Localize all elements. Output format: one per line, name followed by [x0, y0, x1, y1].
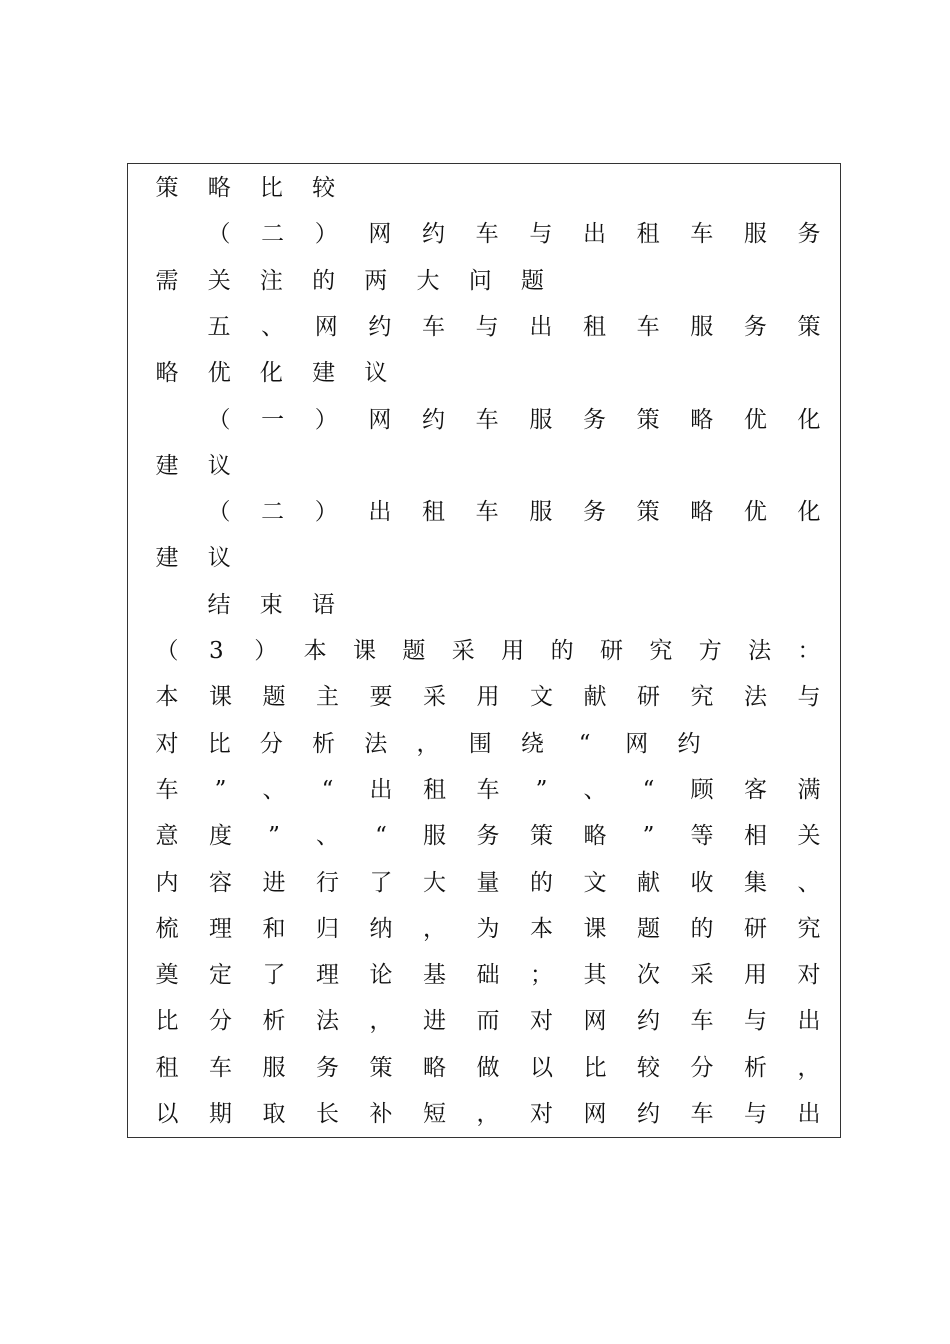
text-char: 相: [744, 823, 767, 850]
text-char: 车: [475, 406, 499, 433]
text-char: 做: [476, 1054, 500, 1081]
text-char: 语: [311, 591, 335, 618]
text-char: 出: [797, 1101, 821, 1127]
text-char: 优: [743, 406, 767, 433]
text-char: 题: [262, 684, 286, 711]
text-char: 五: [207, 313, 231, 340]
text-char: 与: [797, 684, 821, 711]
text-char: 大: [416, 267, 440, 294]
text-char: ”: [535, 776, 548, 803]
text-char: 对: [530, 1008, 553, 1035]
text-char: 法: [748, 638, 772, 664]
text-char: 意: [155, 823, 179, 850]
text-char: 策: [636, 499, 660, 526]
text-char: 问: [468, 267, 492, 294]
text-char: 围: [468, 730, 492, 757]
text-char: 、: [262, 776, 286, 803]
text-char: 为: [476, 915, 500, 942]
text-char: 租: [582, 313, 606, 340]
text-char: 出: [368, 499, 392, 526]
text-char: 奠: [155, 962, 179, 989]
text-char: 略: [155, 360, 179, 387]
text-char: 采: [423, 684, 446, 711]
text-char: 题: [520, 267, 544, 294]
text-char: ；: [530, 962, 553, 989]
text-char: 文: [530, 684, 553, 711]
text-char: 以: [155, 1101, 179, 1127]
text-char: 的: [690, 915, 714, 942]
document-frame: [127, 163, 841, 1138]
text-char: 题: [402, 638, 426, 664]
text-char: 论: [369, 962, 393, 989]
text-char: 策: [530, 823, 553, 850]
text-char: 车: [155, 776, 179, 803]
text-char: 用: [501, 638, 525, 664]
text-char: 究: [690, 684, 714, 711]
text-char: 本: [303, 638, 327, 664]
text-char: 课: [209, 684, 232, 711]
text-char: 与: [744, 1008, 767, 1035]
text-char: ，: [416, 730, 440, 757]
text-char: 车: [475, 499, 499, 526]
text-char: “: [578, 730, 591, 757]
text-char: 以: [530, 1054, 553, 1081]
text-char: 研: [599, 638, 623, 664]
text-char: ”: [268, 823, 280, 850]
text-char: 策: [369, 1054, 393, 1081]
text-char: 比: [259, 175, 283, 201]
text-char: 建: [312, 360, 336, 387]
text-char: 础: [476, 962, 500, 989]
text-char: 租: [155, 1054, 179, 1081]
text-char: 的: [550, 638, 574, 664]
text-char: 题: [637, 915, 660, 942]
text-char: 租: [422, 499, 446, 526]
text-char: 建: [155, 545, 179, 572]
text-char: 析: [744, 1054, 767, 1081]
text-char: 对: [155, 730, 179, 757]
text-char: 化: [797, 499, 821, 526]
text-char: （: [155, 638, 179, 664]
text-char: “: [642, 776, 655, 803]
text-char: 究: [797, 915, 821, 942]
text-char: 采: [451, 638, 475, 664]
text-char: 约: [368, 313, 392, 340]
text-char: 较: [312, 175, 336, 201]
text-char: 了: [369, 869, 393, 896]
text-char: ）: [314, 499, 338, 526]
text-char: 理: [316, 962, 339, 989]
text-char: ”: [214, 776, 227, 803]
text-char: 的: [312, 267, 336, 294]
text-char: 结: [207, 591, 231, 618]
text-char: 网: [583, 1008, 607, 1035]
text-char: 服: [529, 499, 553, 526]
text-char: 租: [636, 221, 660, 248]
text-char: 大: [423, 869, 446, 896]
text-char: 注: [259, 267, 283, 294]
text-char: 定: [209, 962, 232, 989]
text-char: 收: [690, 869, 714, 896]
text-char: 服: [423, 823, 446, 850]
text-char: 究: [649, 638, 673, 664]
text-char: 较: [637, 1054, 660, 1081]
text-char: 对: [797, 962, 821, 989]
text-char: 研: [744, 915, 767, 942]
text-char: 法: [316, 1008, 339, 1035]
text-char: 一: [261, 406, 285, 433]
text-char: 关: [207, 267, 231, 294]
text-char: 课: [583, 915, 607, 942]
text-char: 束: [259, 591, 283, 618]
text-char: 分: [209, 1008, 232, 1035]
text-char: 略: [207, 175, 231, 201]
text-char: 期: [209, 1101, 232, 1127]
text-char: ，: [369, 1008, 393, 1035]
text-char: 车: [209, 1054, 232, 1081]
text-char: 基: [423, 962, 446, 989]
text-char: 绕: [520, 730, 544, 757]
text-char: 比: [583, 1054, 607, 1081]
text-char: 次: [637, 962, 660, 989]
text-char: 网: [368, 406, 392, 433]
text-char: 车: [690, 221, 714, 248]
text-char: 长: [316, 1101, 339, 1127]
text-char: 用: [476, 684, 500, 711]
text-char: 本: [155, 684, 179, 711]
text-char: 务: [582, 406, 606, 433]
text-char: 等: [690, 823, 714, 850]
text-char: “: [321, 776, 334, 803]
text-char: ）: [314, 221, 338, 248]
text-char: 和: [262, 915, 286, 942]
text-char: 研: [637, 684, 660, 711]
text-char: 约: [422, 221, 446, 248]
text-char: 议: [207, 452, 231, 479]
text-char: 比: [207, 730, 231, 757]
text-char: 客: [744, 776, 767, 803]
text-char: 出: [529, 313, 553, 340]
text-char: 车: [475, 221, 499, 248]
text-char: 量: [476, 869, 500, 896]
text-char: 建: [155, 452, 179, 479]
text-char: 约: [637, 1101, 660, 1127]
text-char: 出: [797, 1008, 821, 1035]
text-char: 主: [316, 684, 339, 711]
text-char: 取: [262, 1101, 286, 1127]
text-char: 要: [369, 684, 393, 711]
text-char: 理: [209, 915, 232, 942]
text-char: 车: [690, 1008, 714, 1035]
text-char: 与: [475, 313, 499, 340]
text-char: 、: [797, 869, 821, 896]
text-char: 进: [423, 1008, 446, 1035]
text-char: 务: [797, 221, 821, 248]
text-char: 略: [583, 823, 607, 850]
text-char: 务: [582, 499, 606, 526]
text-char: 约: [677, 730, 701, 757]
text-char: 化: [797, 406, 821, 433]
text-char: 网: [625, 730, 649, 757]
text-char: ：: [797, 638, 821, 664]
text-char: 车: [422, 313, 446, 340]
text-char: 策: [797, 313, 821, 340]
text-char: 优: [743, 499, 767, 526]
text-char: 3: [209, 638, 224, 664]
text-char: 的: [530, 869, 553, 896]
text-char: 纳: [369, 915, 393, 942]
text-char: 与: [529, 221, 553, 248]
text-char: 出: [369, 776, 393, 803]
text-char: 本: [530, 915, 553, 942]
text-char: 策: [155, 175, 179, 201]
text-char: 关: [797, 823, 821, 850]
text-char: 服: [262, 1054, 286, 1081]
text-char: 、: [316, 823, 339, 850]
text-char: 梳: [155, 915, 179, 942]
text-char: ）: [314, 406, 338, 433]
text-char: 议: [364, 360, 388, 387]
text-char: 车: [476, 776, 500, 803]
text-char: 二: [261, 221, 285, 248]
text-char: 、: [261, 313, 285, 340]
text-char: （: [207, 499, 231, 526]
text-char: 献: [583, 684, 607, 711]
text-char: 法: [364, 730, 388, 757]
text-char: 其: [583, 962, 607, 989]
text-char: 容: [209, 869, 232, 896]
text-char: 献: [637, 869, 660, 896]
text-char: 分: [690, 1054, 714, 1081]
text-char: 策: [636, 406, 660, 433]
text-char: 租: [423, 776, 446, 803]
text-char: 集: [744, 869, 767, 896]
text-char: 化: [259, 360, 283, 387]
text-char: 用: [744, 962, 767, 989]
text-char: 采: [690, 962, 714, 989]
text-char: ）: [254, 638, 278, 664]
text-char: 服: [529, 406, 553, 433]
text-char: ”: [642, 823, 655, 850]
text-char: 行: [316, 869, 339, 896]
text-char: 服: [690, 313, 714, 340]
text-char: 法: [744, 684, 767, 711]
text-char: 优: [207, 360, 231, 387]
text-char: 务: [743, 313, 767, 340]
text-char: 两: [364, 267, 388, 294]
text-char: 了: [262, 962, 286, 989]
text-char: 分: [259, 730, 283, 757]
text-char: 对: [530, 1101, 553, 1127]
text-char: “: [375, 823, 387, 850]
text-char: 与: [744, 1101, 767, 1127]
text-char: 需: [155, 267, 179, 294]
text-char: 度: [209, 823, 232, 850]
text-char: 归: [316, 915, 339, 942]
text-char: 顾: [690, 776, 714, 803]
text-char: 约: [422, 406, 446, 433]
text-char: 析: [312, 730, 336, 757]
text-char: 网: [583, 1101, 607, 1127]
text-char: 二: [261, 499, 285, 526]
text-char: 网: [368, 221, 392, 248]
text-char: 车: [636, 313, 660, 340]
text-char: 服: [743, 221, 767, 248]
text-char: 务: [316, 1054, 339, 1081]
text-char: 议: [207, 545, 231, 572]
text-char: 比: [155, 1008, 179, 1035]
text-char: 内: [155, 869, 179, 896]
text-char: ，: [476, 1101, 500, 1127]
text-char: 出: [582, 221, 606, 248]
text-char: 满: [797, 776, 821, 803]
text-char: 而: [476, 1008, 500, 1035]
text-char: 析: [262, 1008, 286, 1035]
text-char: 方: [698, 638, 722, 664]
text-char: 文: [583, 869, 607, 896]
text-char: ，: [797, 1054, 821, 1081]
text-char: 车: [690, 1101, 714, 1127]
text-char: 补: [369, 1101, 393, 1127]
text-char: 课: [353, 638, 377, 664]
text-char: 略: [690, 406, 714, 433]
text-char: 短: [423, 1101, 446, 1127]
text-char: ，: [423, 915, 446, 942]
text-char: 略: [690, 499, 714, 526]
text-char: （: [207, 221, 231, 248]
text-char: 约: [637, 1008, 660, 1035]
text-char: 进: [262, 869, 286, 896]
text-char: （: [207, 406, 231, 433]
text-char: 略: [423, 1054, 446, 1081]
text-char: 、: [583, 776, 607, 803]
text-char: 务: [476, 823, 500, 850]
text-char: 网: [314, 313, 338, 340]
